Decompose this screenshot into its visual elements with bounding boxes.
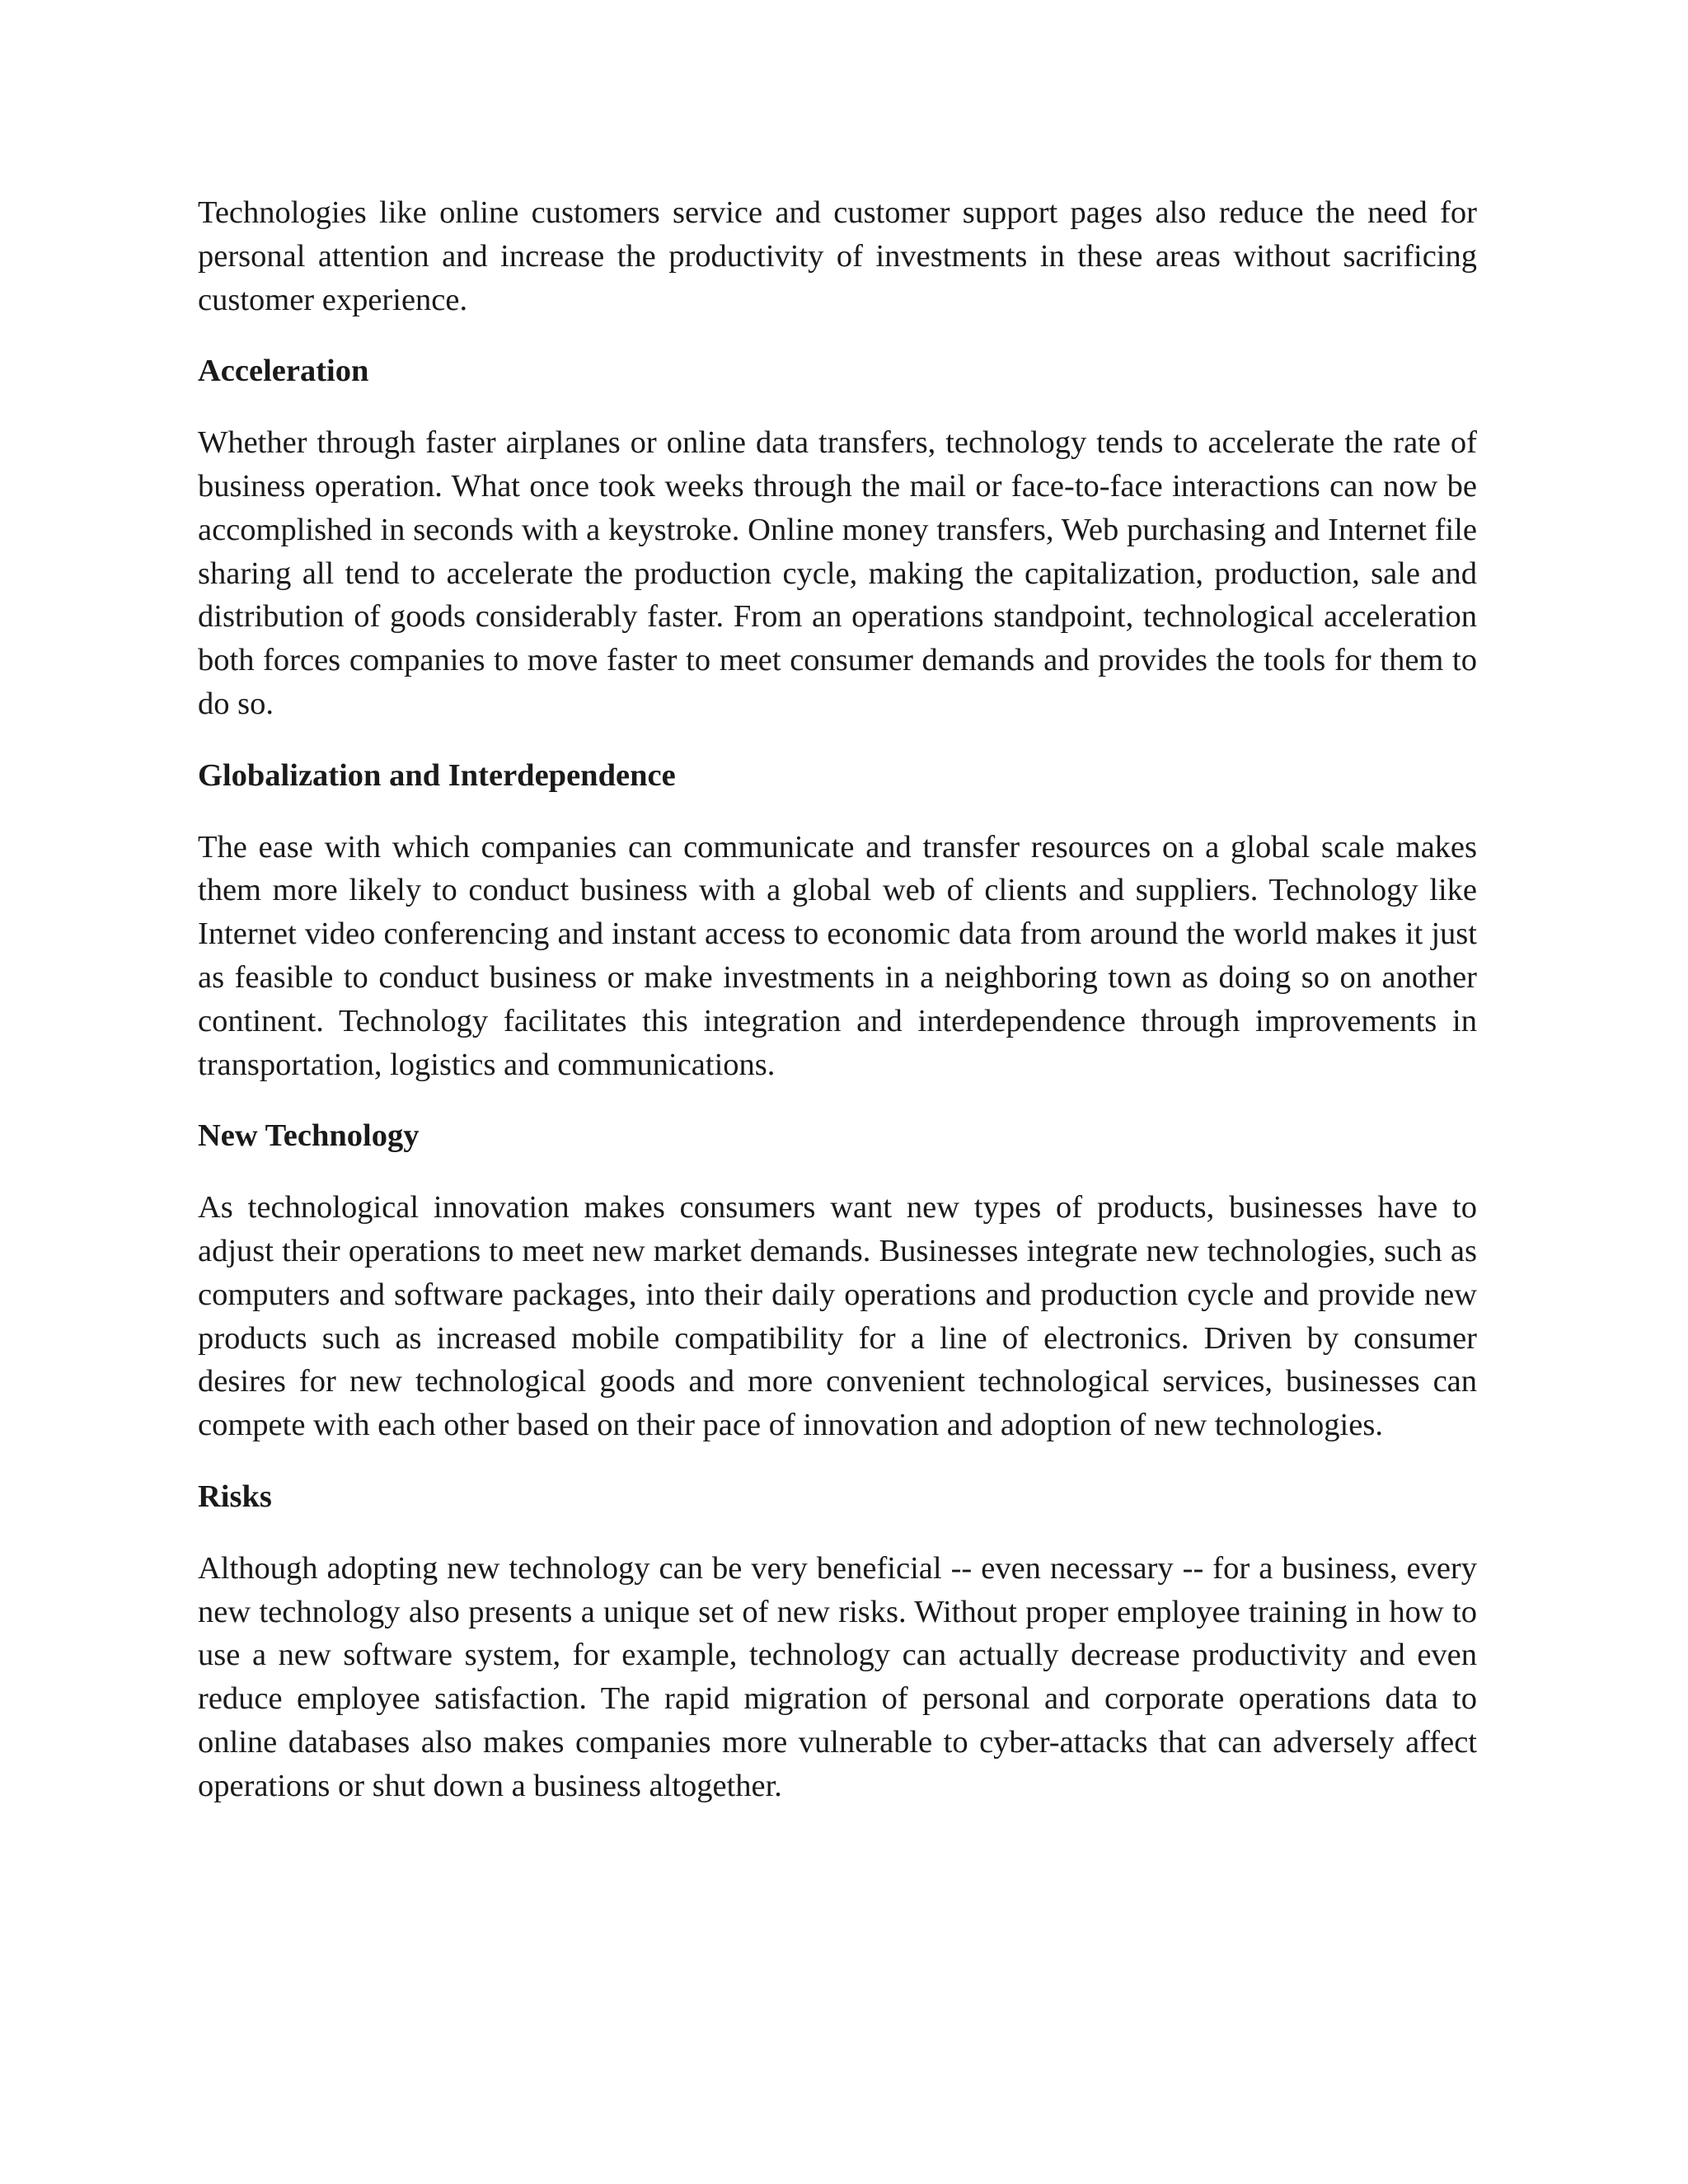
section-body-risks: Although adopting new technology can be very beneficial -- even necessary -- for a business, every new technology also presents a unique set of new risks. Without proper employee training in how to use a new software system, for example, technology can actually decrease productivity and even reduce employee satisfaction. The rapid migration of personal and corporate operations data to online databases also makes companies more vulnerable to cyber-attacks that can adversely affect operations or shut down a business altogether.	[198, 1550, 1477, 1803]
intro-paragraph: Technologies like online customers service and customer support pages also reduce the need for personal attention and increase the productivity of investments in these areas without sacrificing customer experience.	[198, 195, 1477, 317]
document-body	[198, 191, 1477, 1836]
section-heading-risks: Risks	[198, 1479, 272, 1514]
section-heading-acceleration: Acceleration	[198, 354, 369, 389]
section-body-new-technology: As technological innovation makes consumers want new types of products, businesses have to adjust their operations to meet new market demands. Businesses integrate new technologies, such as computers and software packages, into their daily operations and production cycle and provide new products such as increased mobile compatibility for a line of electronics. Driven by consumer desires for new technological goods and more convenient technological services, businesses can compete with each other based on their pace of innovation and adoption of new technologies.	[198, 1190, 1477, 1443]
section-body-acceleration: Whether through faster airplanes or online data transfers, technology tends to accelerate the rate of business operation. What once took weeks through the mail or face-to-face interactions can now be accomplished in seconds with a keystroke. Online money transfers, Web purchasing and Internet file sharing all tend to accelerate the production cycle, making the capitalization, production, sale and distribution of goods considerably faster. From an operations standpoint, technological acceleration both forces companies to move faster to meet consumer demands and provides the tools for them to do so.	[198, 425, 1477, 721]
section-heading-new-technology: New Technology	[198, 1118, 420, 1154]
section-heading-globalization: Globalization and Interdependence	[198, 757, 676, 793]
section-body-globalization: The ease with which companies can communicate and transfer resources on a global scale makes them more likely to conduct business with a global web of clients and suppliers. Technology like Internet video conferencing and instant access to economic data from around the world makes it just as feasible to conduct business or make investments in a neighboring town as doing so on another continent. Technology facilitates this integration and interdependence through improvements in transportation, logistics and communications.	[198, 829, 1477, 1082]
